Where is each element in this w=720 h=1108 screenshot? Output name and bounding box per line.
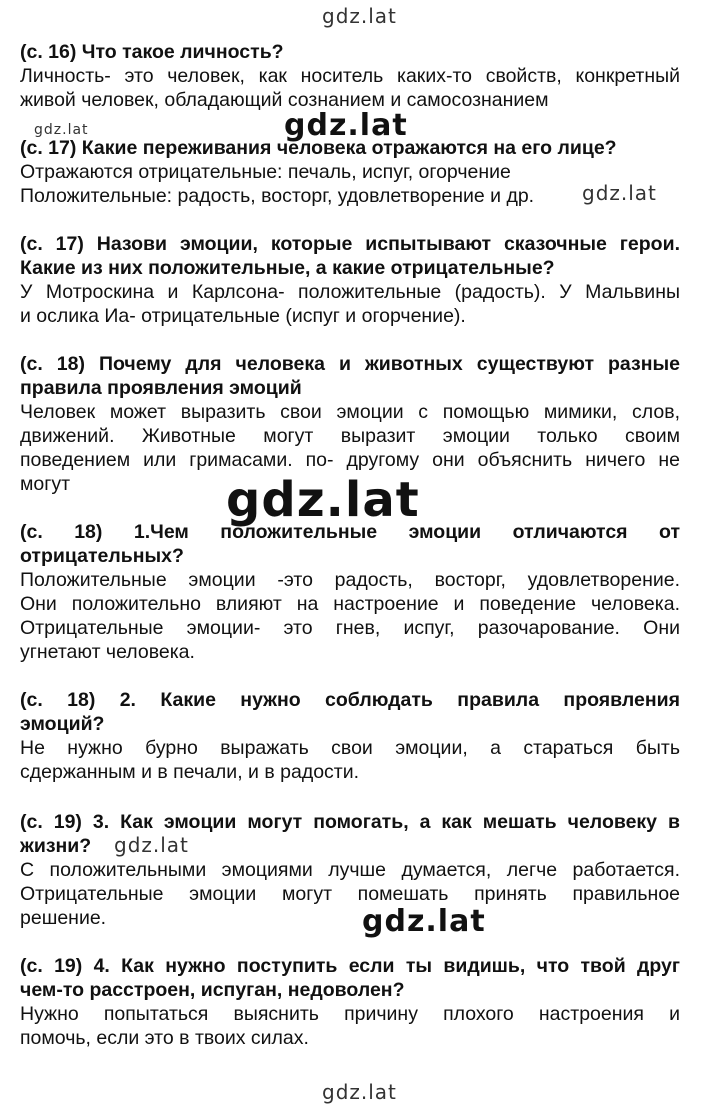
answer-2 <box>20 160 680 208</box>
question-3 <box>20 232 680 280</box>
answer-5-line-3: Отрицательные эмоции- это гнев, испуг, разочарование. Они <box>20 617 680 639</box>
watermark-mid-2: gdz.lat <box>362 904 486 939</box>
question-6 <box>20 688 680 736</box>
question-5-line-1: (с. 18) 1.Чем положительные эмоции отличаются от <box>20 521 680 543</box>
answer-6-line-2: сдержанным и в печали, и в радости. <box>20 761 360 783</box>
section-6 <box>20 688 680 784</box>
answer-8-line-1: Нужно попытаться выяснить причину плохого настроения и <box>20 1003 680 1025</box>
question-8-line-1: (с. 19) 4. Как нужно поступить если ты видишь, что твой друг <box>20 955 680 977</box>
watermark-large: gdz.lat <box>226 472 420 528</box>
watermark-bottom: gdz.lat <box>322 1080 397 1104</box>
watermark-small-left: gdz.lat <box>34 122 89 138</box>
question-7-line-1: (с. 19) 3. Как эмоции могут помогать, а как мешать человеку в <box>20 811 680 833</box>
watermark-top: gdz.lat <box>322 4 397 28</box>
section-3 <box>20 232 680 328</box>
answer-4-line-2: движений. Животные могут выразит эмоции только своим <box>20 425 680 447</box>
question-3-line-1: (с. 17) Назови эмоции, которые испытывают сказочные герои. <box>20 233 680 255</box>
answer-8-line-2: помочь, если это в твоих силах. <box>20 1027 309 1049</box>
answer-3-line-2: и ослика Иа- отрицательные (испуг и огорчение). <box>20 305 466 327</box>
answer-8 <box>20 1002 680 1050</box>
answer-3-line-1: У Мотроскина и Карлсона- положительные (радость). У Мальвины <box>20 281 680 303</box>
question-5 <box>20 520 680 568</box>
section-4 <box>20 352 680 496</box>
answer-4-line-3: поведением или гримасами. по- другому они объяснить ничего не <box>20 449 680 471</box>
answer-6-line-1: Не нужно бурно выражать свои эмоции, а стараться быть <box>20 737 680 759</box>
question-7 <box>20 810 680 858</box>
answer-5-line-2: Они положительно влияют на настроение и поведение человека. <box>20 593 680 615</box>
watermark-inline-2: gdz.lat <box>114 833 189 857</box>
question-3-line-2: Какие из них положительные, а какие отрицательные? <box>20 257 555 279</box>
question-6-line-1: (с. 18) 2. Какие нужно соблюдать правила проявления <box>20 689 680 711</box>
answer-4-line-4: могут <box>20 473 71 495</box>
question-4-line-1: (с. 18) Почему для человека и животных существуют разные <box>20 353 680 375</box>
question-2: (с. 17) Какие переживания человека отражаются на его лице? <box>20 137 617 159</box>
question-4-line-2: правила проявления эмоций <box>20 377 302 399</box>
answer-1-line-1: Личность- это человек, как носитель каких-то свойств, конкретный <box>20 65 680 87</box>
answer-6 <box>20 736 680 784</box>
answer-4 <box>20 400 680 496</box>
watermark-mid-1: gdz.lat <box>284 108 408 143</box>
answer-7 <box>20 858 680 930</box>
watermark-inline-1: gdz.lat <box>582 181 657 205</box>
question-5-line-2: отрицательных? <box>20 545 184 567</box>
answer-5-line-4: угнетают человека. <box>20 641 195 663</box>
question-1: (с. 16) Что такое личность? <box>20 41 284 63</box>
answer-7-line-2: Отрицательные эмоции могут помешать принять правильное <box>20 883 680 905</box>
answer-2-line-2: Положительные: радость, восторг, удовлетворение и др. <box>20 185 535 207</box>
question-7-line-2: жизни? <box>20 835 92 857</box>
section-7 <box>20 810 680 930</box>
section-1 <box>20 40 680 112</box>
answer-1 <box>20 64 680 112</box>
section-2 <box>20 136 680 208</box>
answer-5-line-1: Положительные эмоции -это радость, восторг, удовлетворение. <box>20 569 680 591</box>
answer-1-line-2: живой человек, обладающий сознанием и самосознанием <box>20 89 549 111</box>
answer-7-line-3: решение. <box>20 907 107 929</box>
question-8-line-2: чем-то расстроен, испуган, недоволен? <box>20 979 405 1001</box>
answer-5 <box>20 568 680 664</box>
section-8 <box>20 954 680 1050</box>
section-5 <box>20 520 680 664</box>
answer-2-line-1: Отражаются отрицательные: печаль, испуг, огорчение <box>20 161 511 183</box>
question-6-line-2: эмоций? <box>20 713 105 735</box>
answer-7-line-1: С положительными эмоциями лучше думается, легче работается. <box>20 859 680 881</box>
answer-3 <box>20 280 680 328</box>
question-4 <box>20 352 680 400</box>
answer-4-line-1: Человек может выразить свои эмоции с помощью мимики, слов, <box>20 401 680 423</box>
question-8 <box>20 954 680 1002</box>
